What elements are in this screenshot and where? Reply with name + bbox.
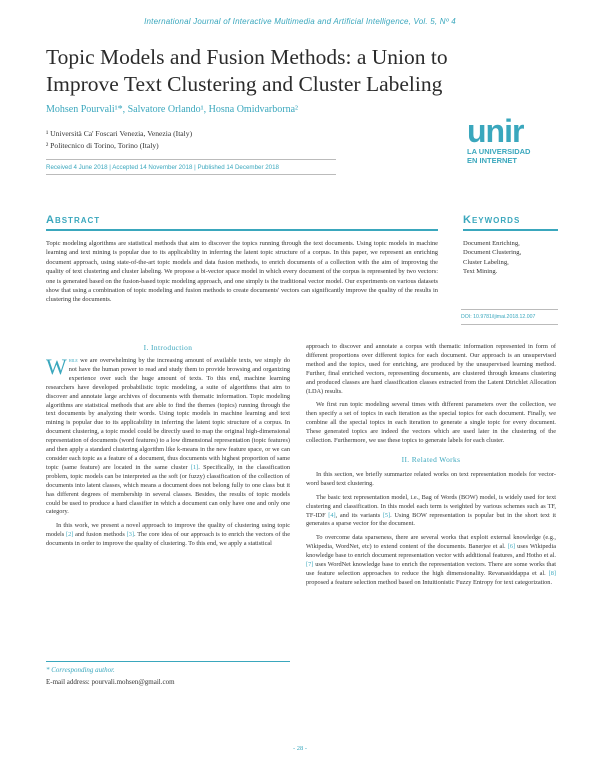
- related-paragraph-2: The basic text representation model, i.e., Bag of Words (BOW) model, is widely used for text clustering and classification. In this model each term is weighted by various schemes such as TF, TF-IDF: [306, 493, 556, 519]
- intro-paragraph-2-part: and fusion methods: [73, 531, 127, 539]
- citation-link[interactable]: [8]: [548, 569, 556, 577]
- footnote-rule: [46, 661, 290, 662]
- journal-header: International Journal of Interactive Multimedia and Artificial Intelligence, Vol. 5, Nº 4: [144, 17, 456, 26]
- citation-link[interactable]: [3]: [126, 531, 134, 539]
- divider: [461, 324, 558, 325]
- drop-cap: W: [46, 354, 67, 379]
- publication-dates: Received 4 June 2018 | Accepted 14 November 2018 | Published 14 December 2018: [46, 164, 279, 171]
- corresponding-label: * Corresponding author.: [46, 666, 115, 674]
- related-paragraph-1: In this section, we briefly summarize related works on text representation models for vector-word based text clustering.: [306, 470, 556, 487]
- logo-line-1: LA UNIVERSIDAD: [467, 147, 531, 156]
- keyword: Cluster Labeling,: [463, 258, 509, 266]
- citation-link[interactable]: [4]: [328, 511, 336, 519]
- divider: [461, 309, 558, 310]
- keyword-list: [463, 239, 558, 277]
- keyword: Document Enriching,: [463, 240, 520, 247]
- introduction-section: [46, 343, 290, 554]
- corresponding-author: [46, 666, 290, 686]
- citation-link[interactable]: [7]: [306, 561, 314, 569]
- related-paragraph-3-part: uses Wikipedia knowledge base to enrich document representation vector with additional features, and Hotho et al.: [306, 543, 557, 560]
- citation-link[interactable]: [5]: [382, 511, 391, 519]
- intro-continued: approach to discover and annotate a corpus with thematic information represented in form of different proportions over different topics for each document. Our approach is an unsupervised method and the topics, used for enriching, are produced by the unsupervised learning method. Further, final enriched vectors, representing documents, are clustered through kmeans clustering and produced classes are hard classification classes extracted from the Latent Dirichlet Allocation (LDA) results.: [306, 343, 556, 395]
- related-paragraph-3-part: proposed a feature selection method based on Intuitionistic Fuzzy Entropy for text categorization.: [306, 578, 553, 586]
- citation-link[interactable]: [2]: [65, 531, 74, 539]
- introduction-body: [46, 354, 290, 549]
- citation-link[interactable]: [6]: [507, 543, 516, 551]
- abstract-heading: Abstract: [46, 214, 101, 226]
- related-paragraph-2-part: . Using BOW representation is popular but in the short text it generates a sparse vector for the document.: [306, 511, 556, 528]
- intro-paragraph-2: In this work, we present a novel approach to improve the quality of clustering using topic models: [46, 522, 290, 539]
- keyword: Document Clustering,: [463, 249, 522, 257]
- paper-title: Topic Models and Fusion Methods: a Union to Improve Text Clustering and Cluster Labeling: [46, 45, 448, 96]
- divider: [46, 159, 336, 160]
- abstract-body: Topic modeling algorithms are statistical methods that aim to discover the topics running through the text documents. Using topic models in machine learning and text mining is popular due to its applicability in inferring the latent topic structure of a corpus. In this paper, we represent an enriching document approach, using state-of-the-art topic models and data fusion methods, to enrich documents of a collection with the aim of improving the quality of text clustering and cluster labeling. We propose a bi-vector space model in which every document of the corpus is represented by two vectors: one is generated based on the fusion-based topic modeling approach, and one simply is the traditional vector model. Our experiments on various datasets show that using a combination of topic modeling and fusion methods to create documents' vectors can significantly improve the quality of the results in clustering the documents.: [46, 240, 438, 304]
- keyword: Text Mining.: [463, 268, 498, 276]
- doi-link[interactable]: DOI: 10.9781/ijimai.2018.12.007: [461, 314, 536, 320]
- citation-link[interactable]: [1]: [190, 463, 199, 471]
- related-paragraph-2-part: , and its variants: [335, 511, 383, 519]
- lead-word: hile: [68, 357, 78, 364]
- affiliation-1: ¹ Università Ca' Foscari Venezia, Venezia (Italy): [46, 129, 193, 138]
- intro-paragraph-3: We first run topic modeling several times with different parameters over the collection, we then specify a set of topics in each iteration as the special topics for each document. Finally, we combine all the special topics in each iteration to generate a single topic for every document. These generated topics are indeed the vectors which are used later in the clustering of the collection. Furthermore, we use these topics to generate labels for each cluster.: [306, 401, 556, 445]
- related-paragraph-3-part: uses WordNet knowledge base to enrich the representation vectors. There are some works that use feature selection approaches to reduce the high dimensionality. Revanasiddappa et al.: [306, 561, 556, 577]
- related-works-heading: II. Related Works: [401, 454, 461, 464]
- keywords-rule: [463, 229, 558, 231]
- unir-logo: [467, 115, 547, 165]
- related-paragraph-3: To overcome data sparseness, there are several works that exploit external knowledge (e.g., Wikipedia, WordNet, etc) to extend content of the documents. Banerjee et al.: [306, 534, 556, 551]
- keywords-heading: Keywords: [463, 214, 521, 226]
- author-list: Mohsen Pourvali¹*, Salvatore Orlando¹, Hosna Omidvarborna²: [46, 104, 299, 115]
- introduction-heading: I. Introduction: [143, 343, 193, 352]
- intro-paragraph-2-part: . The core idea of our approach is to enrich the vectors of the documents in order to improve the quality of clustering. To this end, we apply a statistical: [46, 531, 290, 548]
- intro-paragraph-1-tail: . Specifically, in the classification problem, topic models can be interpreted as the soft (or fuzzy) classification of the collection of documents into latent classes, which means a document does not belong fully to one class but it has different degrees of membership in several classes. Besides, the results of topic models could be used to produce a hard classifier in which a document can only have one and only one category.: [46, 463, 290, 516]
- logo-line-2: EN INTERNET: [467, 156, 518, 165]
- page-number: - 28 -: [292, 745, 308, 752]
- logo-word: unir: [467, 113, 524, 149]
- affiliation-2: ² Politecnico di Torino, Torino (Italy): [46, 141, 159, 150]
- intro-paragraph-1: we are overwhelming by the increasing amount of available texts, we simply do not have the human power to read and study them to provide browsing and organizing experience over such the huge amount of texts. To this end, machine learning researchers have developed probabilistic topic modeling, a suite of algorithms that aim to discover and annotate large archives of documents with thematic information. Topic modeling algorithms are statistical methods that are able to find the themes (topics) running through the text documents by analyzing their words. Using topic models in machine learning and text mining is popular due to its applicability in inferring the latent topic structure of a corpus. In document clustering, a topic model could be directly used to map the original high-dimensional representation of documents (word features) to a low dimensional representation (topic features) and then apply a standard clustering algorithm like k-means in the new feature space, or we can consider each topic as a feature of a document, thus documents with highest proportion of same topic (same feature) are located in the same cluster: [46, 357, 290, 471]
- right-column: [306, 343, 556, 593]
- corresponding-email[interactable]: E-mail address: pourvali.mohsen@gmail.com: [46, 678, 175, 686]
- divider: [46, 174, 336, 175]
- abstract-rule: [46, 229, 438, 231]
